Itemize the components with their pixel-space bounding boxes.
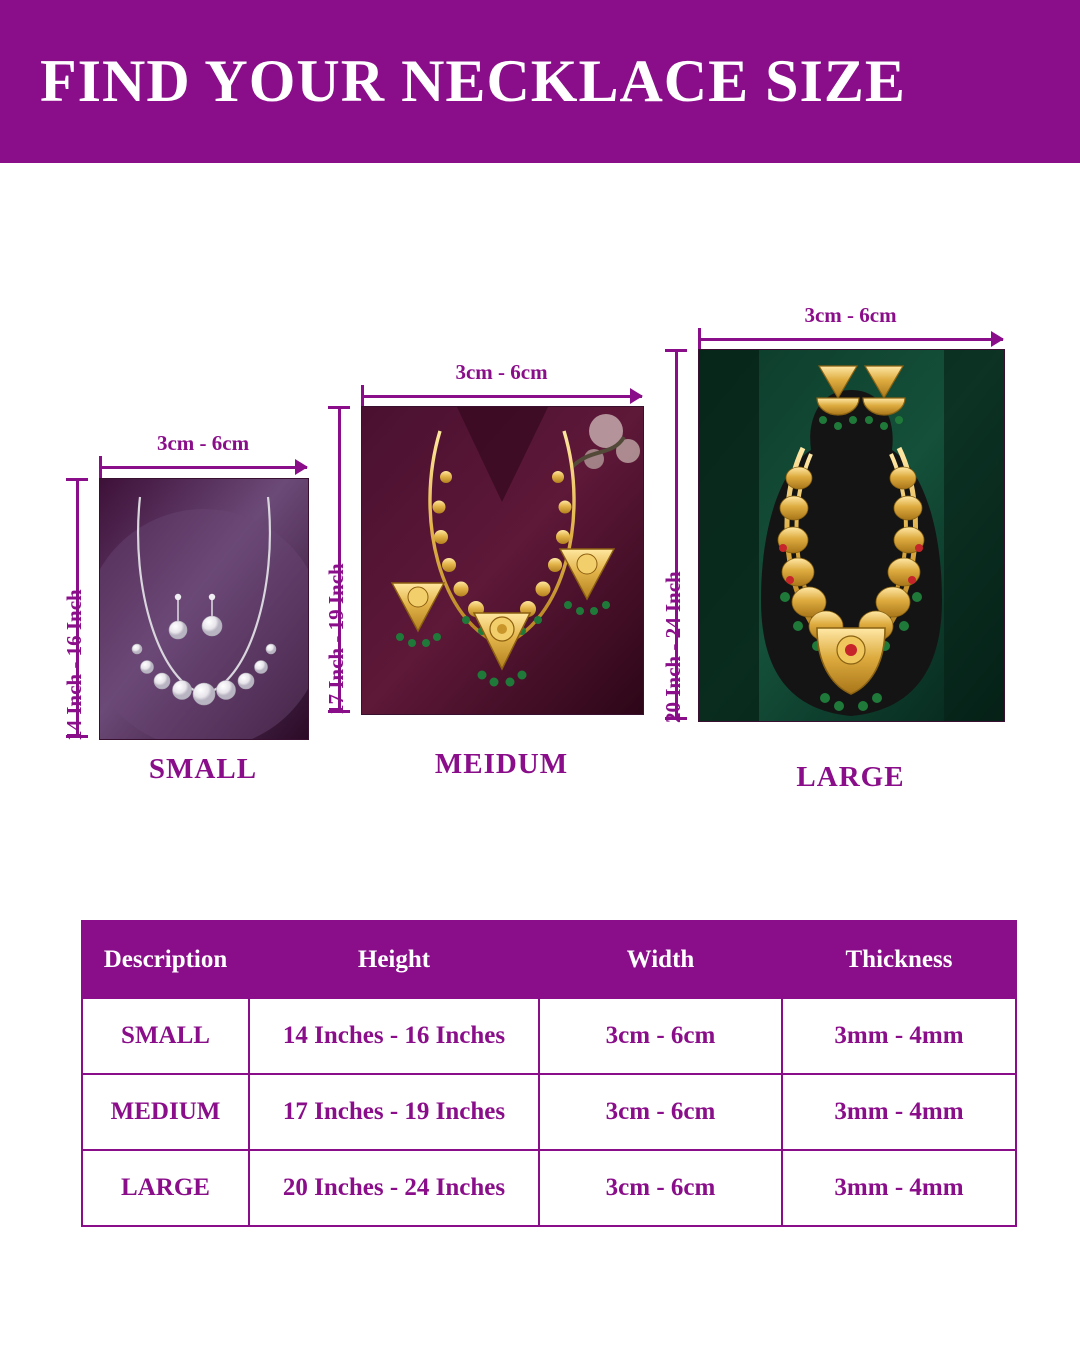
- medium-height-label: 17 Inch - 19 Inch: [324, 563, 348, 715]
- column-header-width: Width: [539, 921, 782, 998]
- cell-thickness: 3mm - 4mm: [782, 1150, 1016, 1226]
- small-necklace-photo: [99, 478, 309, 740]
- large-caption: LARGE: [796, 761, 905, 793]
- page-header: [0, 0, 1080, 163]
- cell-description: MEDIUM: [82, 1074, 249, 1150]
- cell-width: 3cm - 6cm: [539, 998, 782, 1074]
- table-row: [82, 1074, 1016, 1150]
- size-comparison-area: [0, 163, 1080, 903]
- large-necklace-photo: [698, 349, 1005, 722]
- small-caption: SMALL: [148, 753, 258, 785]
- small-height-label: 14 Inch - 16 Inch: [62, 589, 86, 741]
- table-header-row: [82, 921, 1016, 998]
- large-height-label: 20 Inch - 24 Inch: [661, 571, 685, 723]
- column-header-description: Description: [82, 921, 249, 998]
- size-chart-table: [81, 920, 1017, 1227]
- column-header-height: Height: [249, 921, 539, 998]
- cell-height: 20 Inches - 24 Inches: [249, 1150, 539, 1226]
- cell-height: 14 Inches - 16 Inches: [249, 998, 539, 1074]
- large-width-arrow: [698, 328, 1003, 350]
- medium-width-label: 3cm - 6cm: [455, 360, 548, 384]
- cell-height: 17 Inches - 19 Inches: [249, 1074, 539, 1150]
- column-header-thickness: Thickness: [782, 921, 1016, 998]
- cell-thickness: 3mm - 4mm: [782, 998, 1016, 1074]
- table-row: [82, 1150, 1016, 1226]
- large-width-label: 3cm - 6cm: [804, 303, 897, 327]
- medium-width-arrow: [361, 385, 642, 407]
- cell-thickness: 3mm - 4mm: [782, 1074, 1016, 1150]
- small-width-label: 3cm - 6cm: [156, 431, 250, 455]
- medium-necklace-photo: [361, 406, 644, 715]
- cell-description: LARGE: [82, 1150, 249, 1226]
- cell-width: 3cm - 6cm: [539, 1074, 782, 1150]
- medium-caption: MEIDUM: [434, 748, 569, 780]
- cell-width: 3cm - 6cm: [539, 1150, 782, 1226]
- small-width-arrow: [99, 456, 307, 478]
- cell-description: SMALL: [82, 998, 249, 1074]
- page-title: FIND YOUR NECKLACE SIZE: [40, 48, 906, 114]
- table-row: [82, 998, 1016, 1074]
